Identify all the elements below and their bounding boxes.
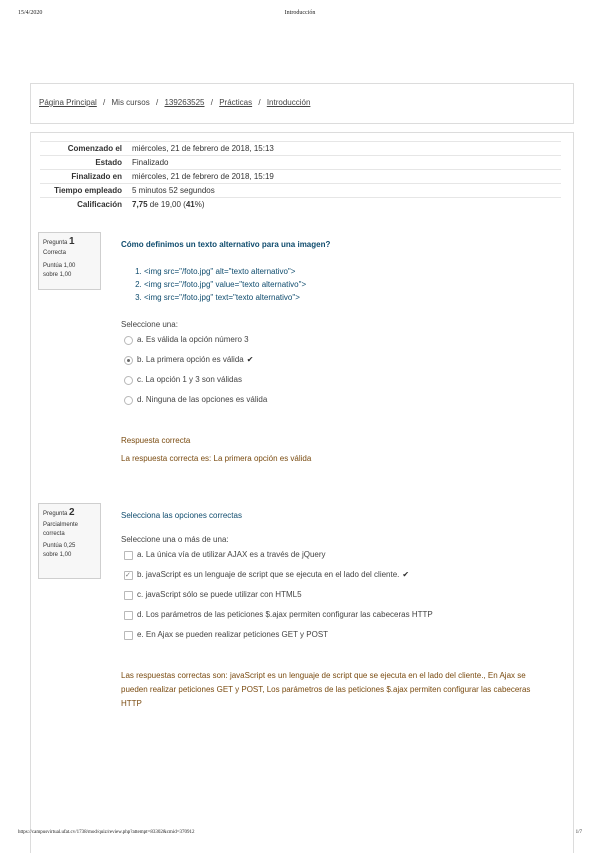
summary-value: miércoles, 21 de febrero de 2018, 15:19 [128,170,561,184]
answer-option-a[interactable] [121,549,561,569]
answer-text: e. En Ajax se pueden realizar peticiones GET y POST [137,630,329,639]
question-number: 2 [69,507,75,518]
print-page-number: 1/7 [575,830,582,835]
breadcrumb-home-link[interactable]: Página Principal [39,98,97,107]
question-info-1 [38,232,101,290]
question-state-line: correcta [43,531,65,537]
question-grade-line: Puntúa 0,25 [43,543,76,549]
answer-option-c[interactable] [121,589,561,609]
answer-text: b. La primera opción es válida [137,355,244,364]
question-grade-line: sobre 1,00 [43,272,72,278]
grade-percent: 41 [185,200,195,209]
summary-row-time [40,184,561,198]
summary-label: Finalizado en [40,170,128,184]
summary-label: Calificación [40,198,128,212]
print-url: https://campusvirtual.ufat.cv/1738/mod/quiz/review.php?attempt=83302&cmid=370912 [18,830,195,835]
question-grade [43,542,96,560]
summary-label: Comenzado el [40,142,128,156]
summary-value: Finalizado [128,156,561,170]
breadcrumb-bar [30,83,574,124]
summary-row-started [40,142,561,156]
answer-option-c[interactable] [121,374,561,394]
breadcrumb-separator: / [103,98,106,107]
question-1 [121,240,561,463]
summary-value: 5 minutos 52 segundos [128,184,561,198]
answer-text: d. Los parámetros de las peticiones $.ajax permiten configurar las cabeceras HTTP [137,610,433,619]
question-info-2 [38,503,101,579]
grade-score: 7,75 [132,200,148,209]
checkbox[interactable] [124,611,133,620]
answer-list [121,334,561,414]
radio-button-selected[interactable] [124,356,133,365]
print-footer [18,830,582,835]
summary-value: miércoles, 21 de febrero de 2018, 15:13 [128,142,561,156]
answer-text: b. javaScript es un lenguaje de script que se ejecuta en el lado del cliente. [137,570,400,579]
question-number: 1 [69,236,75,247]
question-grade [43,262,96,280]
question-state: Correcta [43,250,67,256]
breadcrumb [39,98,310,107]
checkbox[interactable] [124,551,133,560]
check-mark-icon: ✔ [246,355,254,364]
checkbox[interactable] [124,591,133,600]
summary-label: Tiempo empleado [40,184,128,198]
feedback-status: Respuesta correcta [121,436,191,445]
question-state-line: Parcialmente [43,522,79,528]
answer-option-e[interactable] [121,629,561,649]
answer-text: d. Ninguna de las opciones es válida [137,395,268,404]
answer-text: a. Es válida la opción número 3 [137,335,249,344]
question-grade-line: Puntúa 1,00 [43,263,76,269]
summary-value [128,198,561,212]
radio-button[interactable] [124,396,133,405]
code-option: 3. <img src="/foto.jpg" text="texto alternativo"> [144,291,561,304]
breadcrumb-separator: / [258,98,261,107]
code-option: 1. <img src="/foto.jpg" alt="texto alternativo"> [144,265,561,278]
answer-option-a[interactable] [121,334,561,354]
breadcrumb-separator: / [210,98,213,107]
question-state [43,521,96,539]
grade-out-of: de 19,00 ( [147,200,186,209]
grade-end: %) [194,200,205,209]
question-label: Pregunta [43,240,68,246]
answer-option-b[interactable] [121,354,561,374]
breadcrumb-my-courses: Mis cursos [111,98,150,107]
feedback-right-answer: La respuesta correcta es: La primera opción es válida [121,454,312,463]
question-text: Cómo definimos un texto alternativo para una imagen? [121,240,331,249]
question-grade-line: sobre 1,00 [43,552,72,558]
breadcrumb-course-link[interactable]: 139263525 [164,98,205,107]
radio-button[interactable] [124,376,133,385]
summary-row-state [40,156,561,170]
print-date: 15/4/2020 [18,10,43,16]
breadcrumb-separator: / [155,98,159,107]
radio-button[interactable] [124,336,133,345]
summary-row-grade [40,198,561,212]
summary-label: Estado [40,156,128,170]
question-2 [121,511,561,711]
check-mark-icon: ✔ [402,570,410,579]
answer-option-d[interactable] [121,609,561,629]
answer-text: c. La opción 1 y 3 son válidas [137,375,242,384]
answer-option-d[interactable] [121,394,561,414]
print-title: Introducción [284,10,316,16]
answer-list [121,549,561,649]
answer-prompt: Seleccione una: [121,320,178,329]
checkbox-checked[interactable] [124,571,133,580]
summary-row-finished [40,170,561,184]
question-label: Pregunta [43,511,68,517]
checkbox[interactable] [124,631,133,640]
breadcrumb-current-link[interactable]: Introducción [266,98,311,107]
answer-text: c. javaScript sólo se puede utilizar con HTML5 [137,590,302,599]
attempt-summary-table [40,141,561,211]
question-code-options [121,265,561,304]
answer-option-b[interactable] [121,569,561,589]
question-text: Selecciona las opciones correctas [121,511,242,520]
answer-text: a. La única vía de utilizar AJAX es a través de jQuery [137,550,326,559]
answer-prompt: Seleccione una o más de una: [121,535,229,544]
breadcrumb-section-link[interactable]: Prácticas [219,98,253,107]
feedback-right-answer: Las respuestas correctas son: javaScript es un lenguaje de script que se ejecuta en el lado del cliente., En Ajax se pueden realizar peticiones GET y POST, Los parámetros de las peticiones $.ajax permiten configurar las cabeceras HTTP [121,671,531,708]
code-option: 2. <img src="/foto.jpg" value="texto alternativo"> [144,278,561,291]
